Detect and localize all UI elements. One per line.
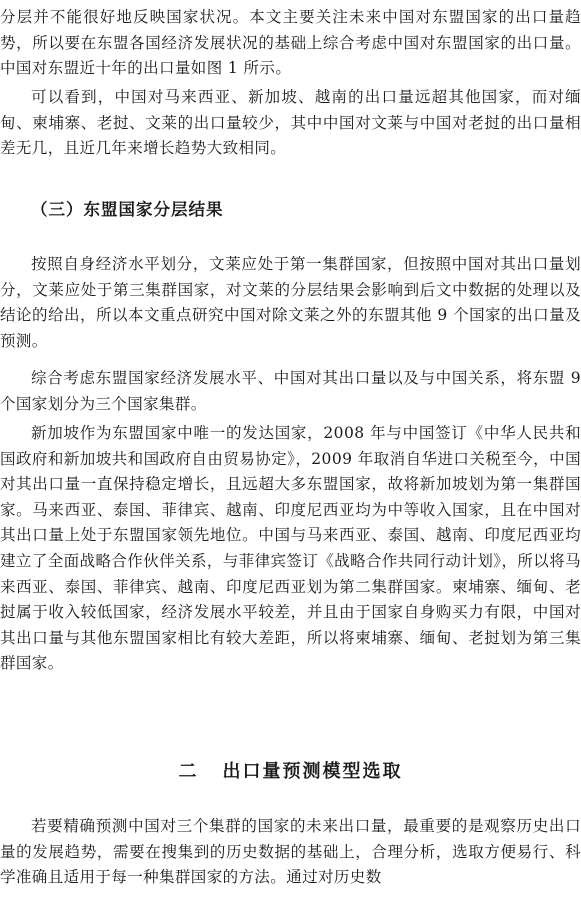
- paragraph-prediction-method: 若要精确预测中国对三个集群的国家的未来出口量，最重要的是观察历史出口量的发展趋势，需要在搜集到的历史数据的基础上，合理分析，选取方便易行、科学准确且适用于每一种集群国家的方法。通过对历史数: [0, 817, 581, 887]
- section-number: 二: [178, 761, 199, 782]
- paragraph-export-comparison: 可以看到，中国对马来西亚、新加坡、越南的出口量远超其他国家，而对缅甸、柬埔寨、老挝、文莱的出口量较少，其中中国对文莱与中国对老挝的出口量相差无几，且近几年来增长趋势大致相同。: [0, 88, 581, 158]
- subsection-heading: （三）东盟国家分层结果: [31, 200, 224, 219]
- section-title: 出口量预测模型选取: [222, 761, 403, 782]
- section-heading: [0, 758, 581, 786]
- paragraph-cluster-overview: 综合考虑东盟国家经济发展水平、中国对其出口量以及与中国关系，将东盟 9 个国家划分为三个国家集群。: [0, 369, 581, 413]
- paragraph-cluster-details: 新加坡作为东盟国家中唯一的发达国家，2008 年与中国签订《中华人民共和国政府和新加坡共和国政府自由贸易协定》，2009 年取消自华进口关税至今，中国对其出口量一直保持稳定增长，且远超大多东盟国家，故将新加坡划为第一集群国家。马来西亚、泰国、菲律宾、越南、印度尼西亚均为中等收入国家，且在中国对其出口量上处于东盟国家领先地位。中国与马来西亚、泰国、越南、印度尼西亚均建立了全面战略合作伙伴关系，与菲律宾签订《战略合作共同行动计划》，所以将马来西亚、泰国、菲律宾、越南、印度尼西亚划为第二集群国家。柬埔寨、缅甸、老挝属于收入较低国家，经济发展水平较差，并且由于国家自身购买力有限，中国对其出口量与其他东盟国家相比有较大差距，所以将柬埔寨、缅甸、老挝划为第三集群国家。: [0, 424, 581, 673]
- paragraph-continued-intro: 分层并不能很好地反映国家状况。本文主要关注未来中国对东盟国家的出口量趋势，所以要在东盟各国经济发展状况的基础上综合考虑中国对东盟国家的出口量。中国对东盟近十年的出口量如图 1 所示。: [0, 8, 581, 78]
- paragraph-brunei-classification: 按照自身经济水平划分，文莱应处于第一集群国家，但按照中国对其出口量划分，文莱应处于第三集群国家，对文莱的分层结果会影响到后文中数据的处理以及结论的给出，所以本文重点研究中国对除文莱之外的东盟其他 9 个国家的出口量及预测。: [0, 255, 581, 350]
